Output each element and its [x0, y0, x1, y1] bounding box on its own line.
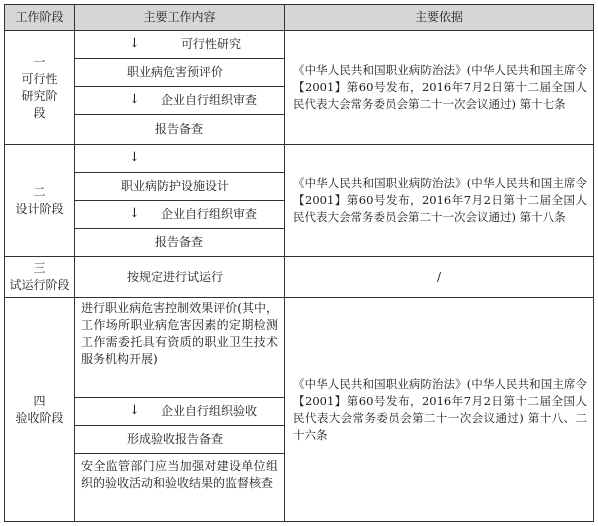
stage-2-name: 设计阶段 — [15, 201, 64, 216]
step-2-3 — [75, 201, 284, 229]
content-3 — [74, 256, 285, 298]
stage-1-name: 可行性研究阶段 — [21, 71, 58, 120]
step-1-4 — [75, 115, 284, 144]
step-4-3 — [75, 426, 284, 454]
header-content: 主要工作内容 — [74, 4, 285, 31]
basis-2: 《中华人民共和国职业病防治法》(中华人民共和国主席令【2001】第60号发布，2016年7月2日第十二届全国人民代表大会常务委员会第二十一次会议通过) 第十八条 — [284, 144, 594, 257]
step-4-4-label: 安全监管部门应当加强对建设单位组织的验收活动和验收结果的监督核查 — [81, 459, 278, 490]
step-2-3-label: 企业自行组织审查 — [161, 207, 258, 221]
stage-1-number: 一 — [33, 54, 46, 69]
stage-3-number: 三 — [33, 261, 46, 275]
step-1-3 — [75, 87, 284, 115]
step-1-4-label: 报告备查 — [155, 122, 204, 136]
content-1 — [74, 30, 285, 145]
stage-3 — [4, 256, 75, 298]
basis-1: 《中华人民共和国职业病防治法》(中华人民共和国主席令【2001】第60号发布，2016年7月2日第十二届全国人民代表大会常务委员会第二十一次会议通过) 第十七条 — [284, 30, 594, 145]
step-1-2-label: 职业病危害预评价 — [127, 65, 224, 79]
down-arrow-icon: ↓ — [129, 403, 140, 418]
step-4-4 — [75, 454, 284, 521]
down-arrow-icon: ↓ — [129, 206, 140, 221]
step-2-4-label: 报告备查 — [155, 235, 204, 249]
down-arrow-icon: ↓ — [129, 150, 140, 165]
down-arrow-icon: ↓ — [129, 36, 140, 51]
step-4-1 — [75, 298, 284, 398]
step-2-4 — [75, 229, 284, 256]
regulation-table — [4, 4, 594, 522]
stage-4-number: 四 — [33, 393, 46, 408]
content-4 — [74, 297, 285, 522]
step-1-2 — [75, 59, 284, 87]
step-1-1-label: 可行性研究 — [181, 37, 242, 51]
step-1-3-label: 企业自行组织审查 — [161, 93, 258, 107]
stage-4 — [4, 297, 75, 522]
step-4-3-label: 形成验收报告备查 — [127, 432, 224, 446]
step-2-2 — [75, 173, 284, 201]
step-2-2-label: 职业病防护设施设计 — [121, 179, 230, 193]
stage-2-number: 二 — [33, 184, 46, 199]
stage-1 — [4, 30, 75, 145]
down-arrow-icon: ↓ — [129, 92, 140, 107]
basis-3: / — [284, 256, 594, 298]
header-basis: 主要依据 — [284, 4, 594, 31]
header-stage: 工作阶段 — [4, 4, 75, 31]
step-1-1 — [75, 31, 284, 59]
step-4-2-label: 企业自行组织验收 — [161, 404, 258, 418]
stage-3-name: 试运行阶段 — [9, 278, 70, 292]
content-2 — [74, 144, 285, 257]
step-3-1-label: 按规定进行试运行 — [127, 269, 224, 284]
stage-2 — [4, 144, 75, 257]
step-4-2 — [75, 398, 284, 426]
step-2-1 — [75, 145, 284, 173]
basis-4: 《中华人民共和国职业病防治法》(中华人民共和国主席令【2001】第60号发布，2016年7月2日第十二届全国人民代表大会常务委员会第二十一次会议通过) 第十八、二十六条 — [284, 297, 594, 522]
step-4-1-label: 进行职业病危害控制效果评价(其中，工作场所职业病危害因素的定期检测工作需委托具有资质的职业卫生技术服务机构开展) — [81, 301, 278, 366]
stage-4-name: 验收阶段 — [15, 410, 64, 425]
